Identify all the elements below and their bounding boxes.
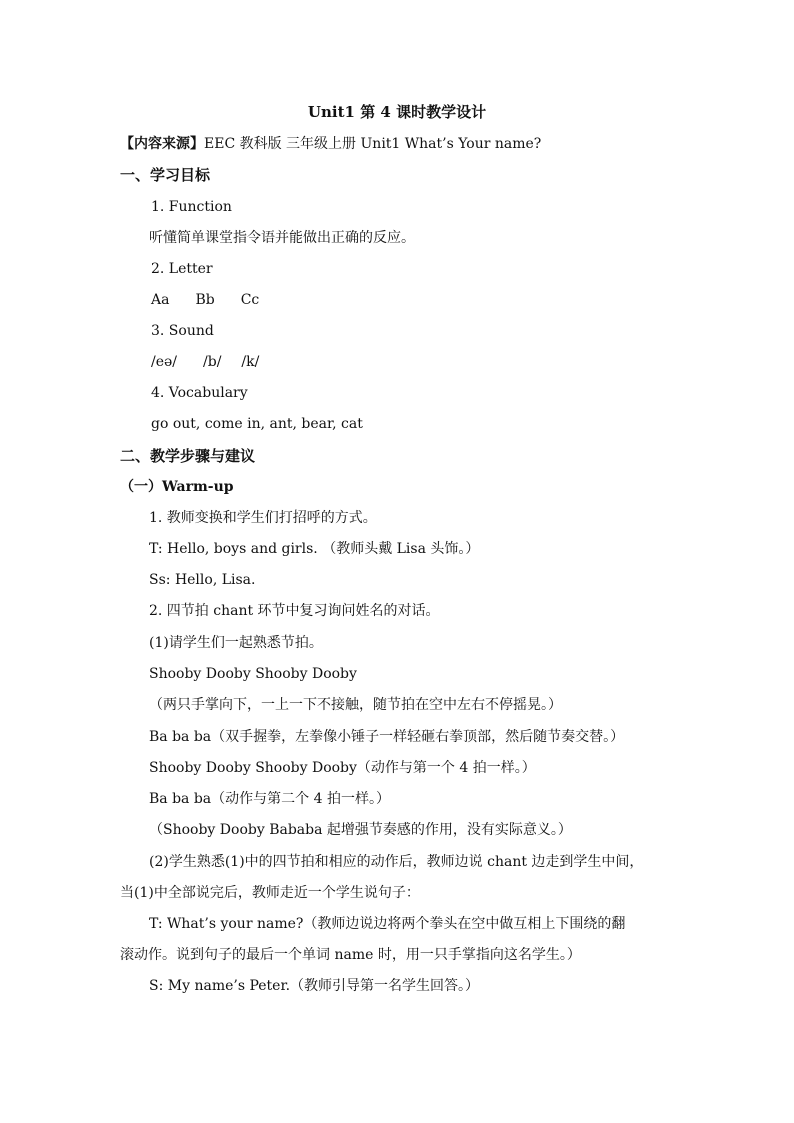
- section2-heading: 二、教学步骤与建议: [120, 447, 256, 465]
- objective-content: go out, come in, ant, bear, cat: [151, 416, 363, 432]
- letter-item: Bb: [195, 292, 215, 308]
- content-source-text: EEC 教科版 三年级上册 Unit1 What’s Your name?: [204, 136, 542, 152]
- step-line: 当(1)中全部说完后，教师走近一个学生说句子：: [120, 885, 420, 901]
- objective-content: [151, 290, 711, 310]
- step-line: T: Hello, boys and girls. （教师头戴 Lisa 头饰。）: [149, 541, 480, 557]
- objective-content: 听懂简单课堂指令语并能做出正确的反应。: [149, 230, 415, 246]
- subsection-heading: （一）Warm-up: [120, 479, 234, 495]
- step-line: 2. 四节拍 chant 环节中复习询问姓名的对话。: [149, 603, 440, 619]
- step-line: S: My name’s Peter.（教师引导第一名学生回答。）: [149, 978, 480, 994]
- objective-label: 2. Letter: [151, 261, 213, 277]
- letter-item: Cc: [240, 292, 260, 308]
- content-source: [120, 134, 680, 154]
- step-line: 1. 教师变换和学生们打招呼的方式。: [149, 510, 377, 526]
- step-line: （两只手掌向下，一上一下不接触，随节拍在空中左右不停摇晃。）: [149, 697, 562, 713]
- objective-label: 4. Vocabulary: [151, 385, 248, 401]
- page-title: Unit1 第 4 课时教学设计: [307, 103, 487, 121]
- content-source-label: 【内容来源】: [120, 136, 204, 152]
- step-line: (2)学生熟悉(1)中的四节拍和相应的动作后，教师边说 chant 边走到学生中间，: [149, 854, 644, 870]
- objective-label: 1. Function: [151, 199, 232, 215]
- step-line: (1)请学生们一起熟悉节拍。: [149, 635, 323, 651]
- section1-heading: 一、学习目标: [120, 166, 211, 184]
- step-line: （Shooby Dooby Bababa 起增强节奏感的作用，没有实际意义。）: [149, 822, 572, 838]
- sound-item: /eə/: [151, 354, 178, 370]
- objective-content: [151, 352, 711, 372]
- step-line: Ss: Hello, Lisa.: [149, 572, 256, 588]
- sound-item: /k/: [241, 354, 260, 370]
- letter-item: Aa: [151, 292, 170, 308]
- step-line: Shooby Dooby Shooby Dooby（动作与第一个 4 拍一样。）: [149, 760, 536, 776]
- step-line: T: What’s your name?（教师边说边将两个拳头在空中做互相上下围绕的翻: [149, 916, 626, 932]
- step-line: Shooby Dooby Shooby Dooby: [149, 666, 357, 682]
- step-line: Ba ba ba（动作与第二个 4 拍一样。）: [149, 791, 390, 807]
- sound-item: /b/: [203, 354, 222, 370]
- step-line: Ba ba ba（双手握拳，左拳像小锤子一样轻砸右拳顶部，然后随节奏交替。）: [149, 729, 625, 745]
- objective-label: 3. Sound: [151, 323, 214, 339]
- step-line: 滚动作。说到句子的最后一个单词 name 时，用一只手掌指向这名学生。）: [120, 947, 581, 963]
